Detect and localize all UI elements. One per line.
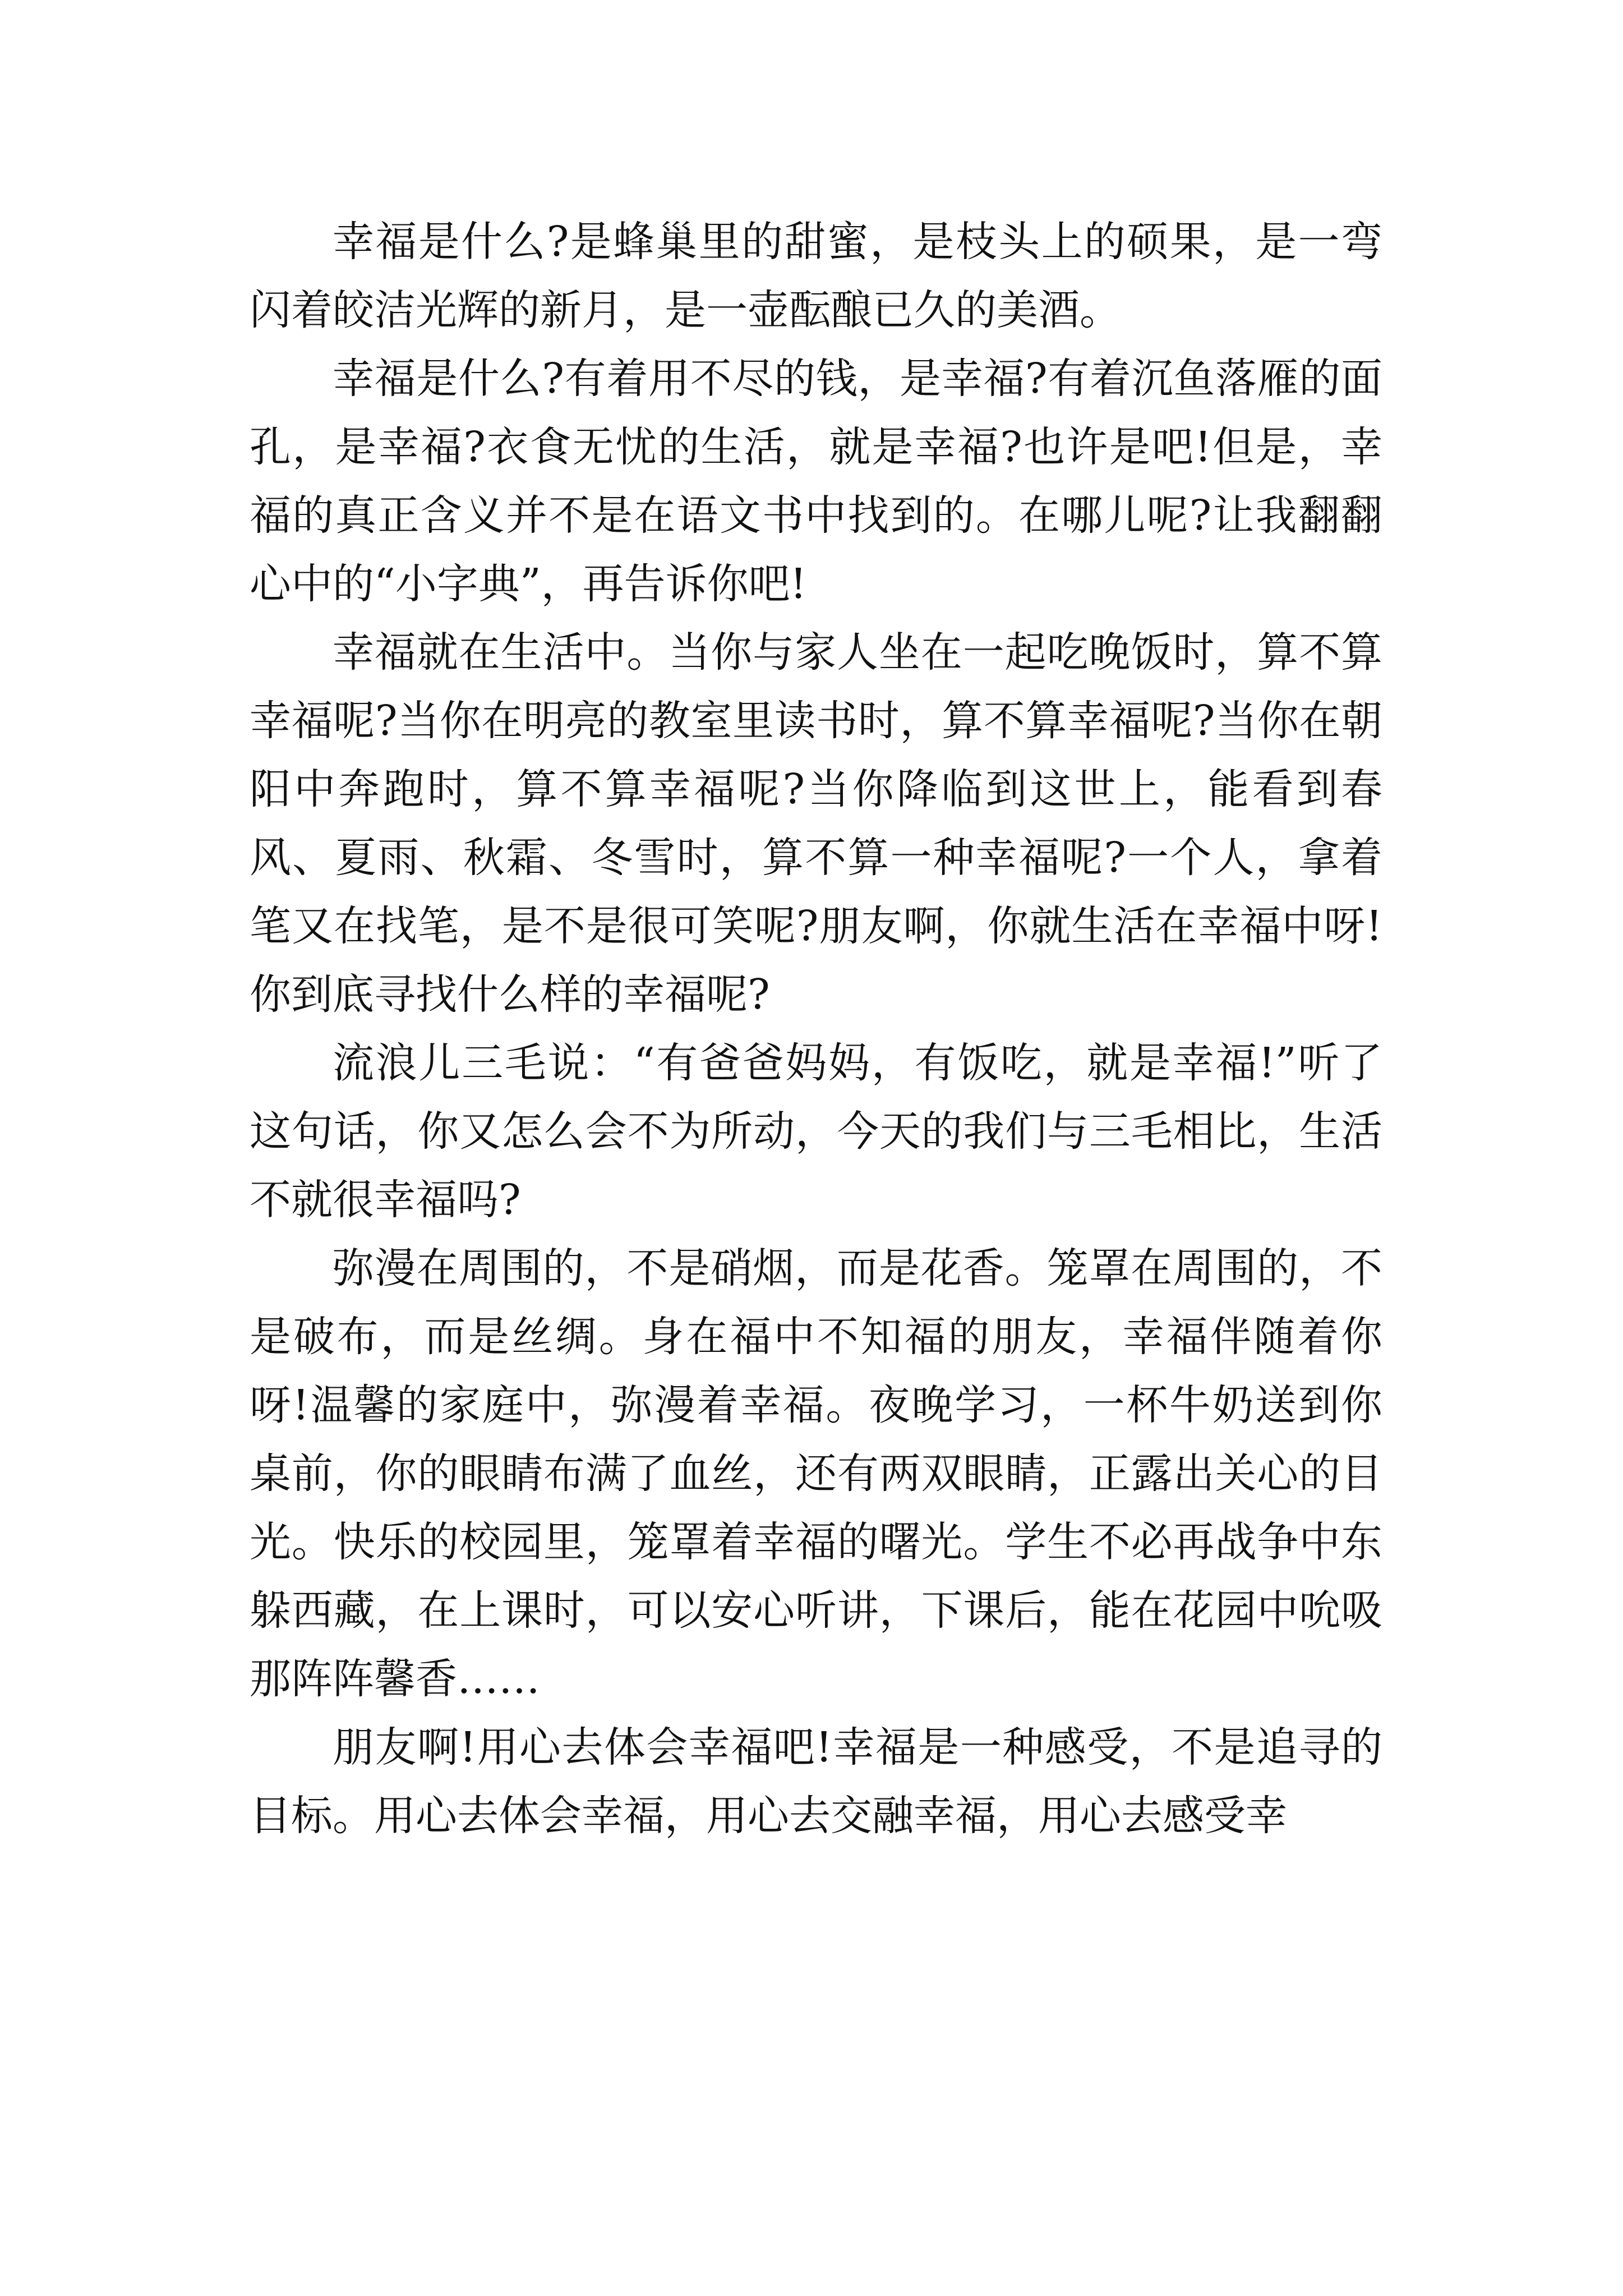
paragraph-1: 幸福是什么?是蜂巢里的甜蜜，是枝头上的硕果，是一弯闪着皎洁光辉的新月，是一壶酝酿已久的美酒。 <box>250 218 1382 334</box>
paragraph-5: 弥漫在周围的，不是硝烟，而是花香。笼罩在周围的，不是破布，而是丝绸。身在福中不知福的朋友，幸福伴随着你呀!温馨的家庭中，弥漫着幸福。夜晚学习，一杯牛奶送到你桌前，你的眼睛布满了血丝，还有两双眼睛，正露出关心的目光。快乐的校园里，笼罩着幸福的曙光。学生不必再战争中东躲西藏，在上课时，可以安心听讲，下课后，能在花园中吮吸那阵阵馨香…… <box>250 1244 1382 1703</box>
paragraph-2: 幸福是什么?有着用不尽的钱，是幸福?有着沉鱼落雁的面孔，是幸福?衣食无忧的生活，就是幸福?也许是吧!但是，幸福的真正含义并不是在语文书中找到的。在哪儿呢?让我翻翻心中的“小字典”，再告诉你吧! <box>250 355 1382 608</box>
paragraph-6: 朋友啊!用心去体会幸福吧!幸福是一种感受，不是追寻的目标。用心去体会幸福，用心去交融幸福，用心去感受幸 <box>250 1723 1382 1840</box>
paragraph-3: 幸福就在生活中。当你与家人坐在一起吃晚饭时，算不算幸福呢?当你在明亮的教室里读书时，算不算幸福呢?当你在朝阳中奔跑时，算不算幸福呢?当你降临到这世上，能看到春风、夏雨、秋霜、冬雪时，算不算一种幸福呢?一个人，拿着笔又在找笔，是不是很可笑呢?朋友啊，你就生活在幸福中呀!你到底寻找什么样的幸福呢? <box>250 628 1382 1019</box>
essay-body <box>250 208 1382 1850</box>
paragraph-4: 流浪儿三毛说：“有爸爸妈妈，有饭吃，就是幸福!”听了这句话，你又怎么会不为所动，今天的我们与三毛相比，生活不就很幸福吗? <box>250 1039 1382 1224</box>
